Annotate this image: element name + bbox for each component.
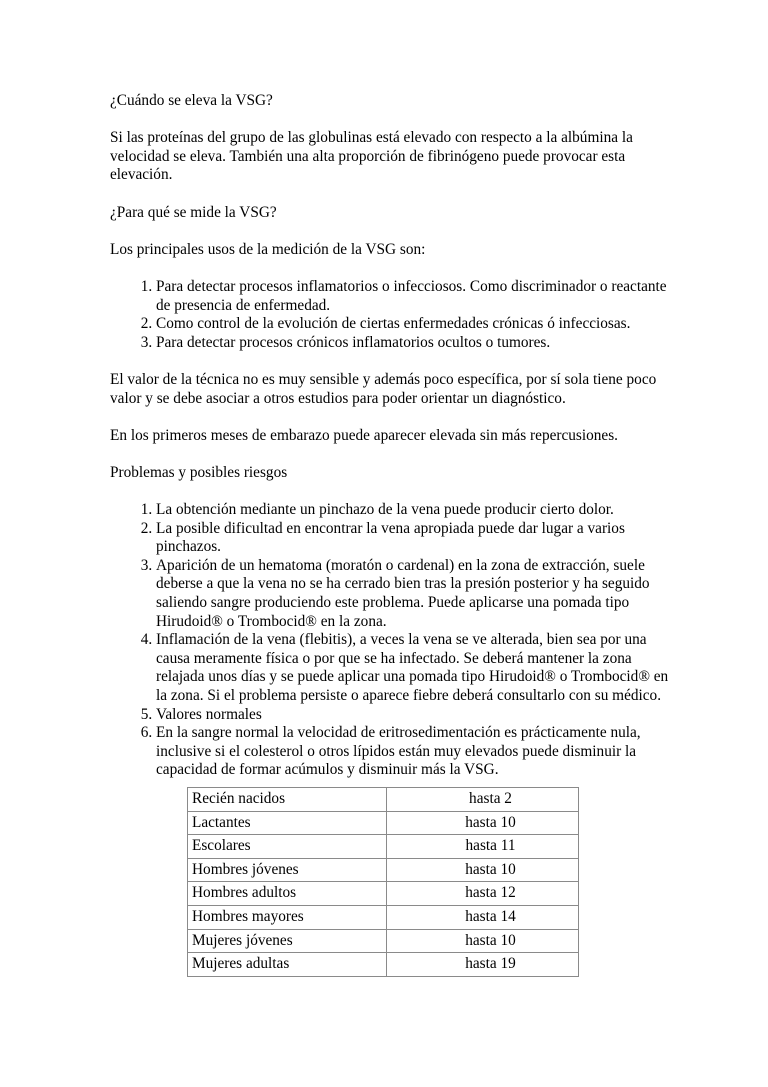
paragraph-uses-intro: Los principales usos de la medición de la VSG son:	[110, 240, 426, 258]
table-cell-value: hasta 11	[387, 835, 579, 859]
table-cell-value: hasta 10	[387, 811, 579, 835]
table-cell-group: Recién nacidos	[188, 788, 387, 812]
heading-risks: Problemas y posibles riesgos	[110, 463, 288, 481]
table-cell-group: Hombres adultos	[188, 882, 387, 906]
table-cell-group: Mujeres jóvenes	[188, 929, 387, 953]
table-row	[188, 811, 579, 835]
list-item: 2. La posible dificultad en encontrar la vena apropiada puede dar lugar a varios pinchazos.	[156, 520, 670, 557]
table-cell-value: hasta 14	[387, 905, 579, 929]
table-cell-group: Escolares	[188, 835, 387, 859]
paragraph-pregnancy: En los primeros meses de embarazo puede aparecer elevada sin más repercusiones.	[110, 426, 618, 444]
table-row	[188, 882, 579, 906]
table-cell-group: Mujeres adultas	[188, 953, 387, 977]
table-row	[188, 929, 579, 953]
table-cell-group: Hombres mayores	[188, 905, 387, 929]
list-item: 5. Valores normales	[156, 706, 670, 725]
list-item: 1. La obtención mediante un pinchazo de la vena puede producir cierto dolor.	[156, 501, 670, 520]
table-cell-value: hasta 2	[387, 788, 579, 812]
paragraph-technique-value: El valor de la técnica no es muy sensible y además poco específica, por sí sola tiene poco valor y se debe asociar a otros estudios para poder orientar un diagnóstico.	[110, 370, 657, 407]
list-item: 6. En la sangre normal la velocidad de eritrosedimentación es prácticamente nula, inclusive si el colesterol o otros lípidos están muy elevados puede disminuir la capacidad de formar acúmulos y disminuir más la VSG.	[156, 724, 670, 780]
paragraph-globulins: Si las proteínas del grupo de las globulinas está elevado con respecto a la albúmina la velocidad se eleva. También una alta proporción de fibrinógeno puede provocar esta elevación.	[110, 129, 633, 184]
list-item: 3. Para detectar procesos crónicos inflamatorios ocultos o tumores.	[156, 334, 670, 353]
table-row	[188, 858, 579, 882]
document-body	[110, 92, 670, 799]
heading-why-measured: ¿Para qué se mide la VSG?	[110, 203, 277, 221]
table-cell-value: hasta 10	[387, 929, 579, 953]
uses-list	[110, 278, 670, 352]
table-row	[188, 788, 579, 812]
table-cell-value: hasta 19	[387, 953, 579, 977]
list-item: 4. Inflamación de la vena (flebitis), a veces la vena se ve alterada, bien sea por una causa meramente física o por que se ha infectado. Se deberá mantener la zona relajada unos días y se puede aplicar una pomada tipo Hirudoid® o Trombocid® en la zona. Si el problema persiste o aparece fiebre deberá consultarlo con su médico.	[156, 631, 670, 705]
table-row	[188, 953, 579, 977]
heading-when-elevated: ¿Cuándo se eleva la VSG?	[110, 92, 273, 109]
list-item: 1. Para detectar procesos inflamatorios o infecciosos. Como discriminador o reactante de presencia de enfermedad.	[156, 278, 670, 315]
table-cell-value: hasta 10	[387, 858, 579, 882]
table-cell-group: Lactantes	[188, 811, 387, 835]
normal-values-table	[187, 787, 579, 977]
table-row	[188, 835, 579, 859]
table-cell-value: hasta 12	[387, 882, 579, 906]
table-cell-group: Hombres jóvenes	[188, 858, 387, 882]
table-row	[188, 905, 579, 929]
risks-list	[110, 501, 670, 780]
list-item: 2. Como control de la evolución de ciertas enfermedades crónicas ó infecciosas.	[156, 315, 670, 334]
list-item: 3. Aparición de un hematoma (moratón o cardenal) en la zona de extracción, suele deberse a que la vena no se ha cerrado bien tras la presión posterior y ha seguido saliendo sangre produciendo este problema. Puede aplicarse una pomada tipo Hirudoid® o Trombocid® en la zona.	[156, 557, 670, 631]
